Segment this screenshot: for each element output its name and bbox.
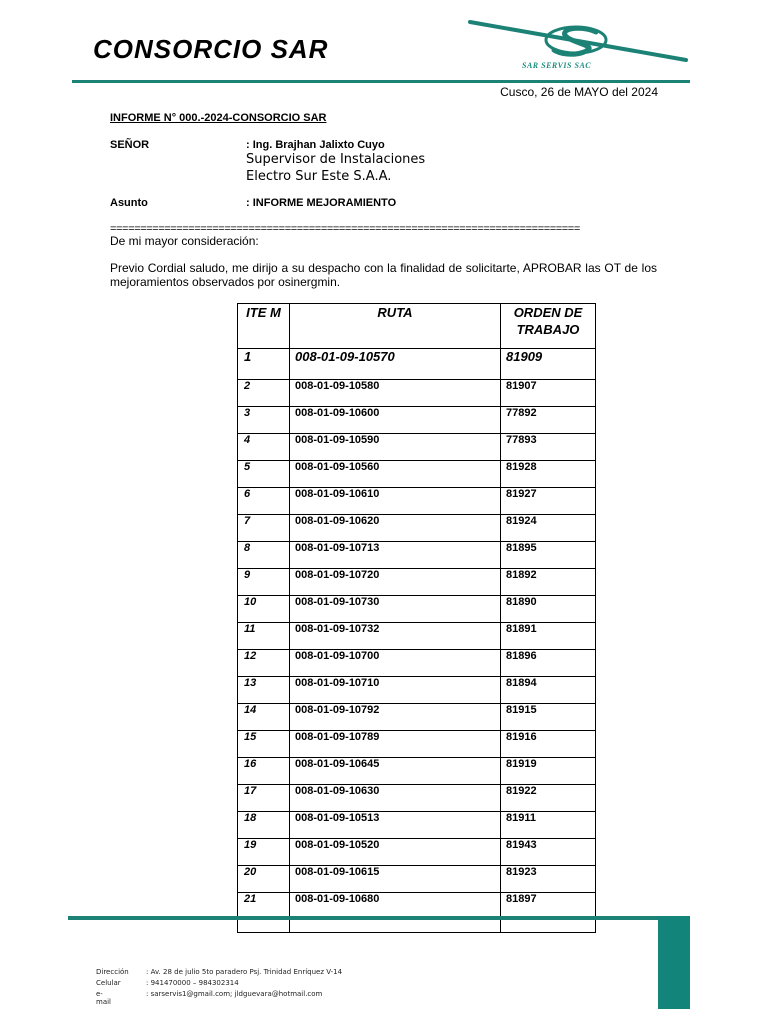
header-divider: [72, 80, 690, 83]
cell-orden: 81907: [501, 380, 596, 407]
cell-ruta: 008-01-09-10700: [290, 650, 501, 677]
table-row: [238, 677, 596, 704]
cell-item: 3: [238, 407, 290, 434]
cell-orden: 81924: [501, 515, 596, 542]
table-row-empty: [238, 920, 596, 933]
cell-item: 8: [238, 542, 290, 569]
cell-orden: 81919: [501, 758, 596, 785]
table-row: [238, 704, 596, 731]
cell-item: 14: [238, 704, 290, 731]
cell-ruta: 008-01-09-10615: [290, 866, 501, 893]
cell-orden: 81891: [501, 623, 596, 650]
cell-ruta: 008-01-09-10513: [290, 812, 501, 839]
table-row: [238, 461, 596, 488]
cell-ruta: 008-01-09-10590: [290, 434, 501, 461]
empty-cell: [501, 920, 596, 933]
logo-caption: SAR SERVIS SAC: [522, 61, 592, 70]
cell-orden: 81895: [501, 542, 596, 569]
salutation: De mi mayor consideración:: [110, 234, 259, 248]
cell-ruta: 008-01-09-10710: [290, 677, 501, 704]
email-value: : sarservis1@gmail.com; jldguevara@hotmail.com: [146, 990, 323, 998]
cell-orden: 81894: [501, 677, 596, 704]
cell-item: 7: [238, 515, 290, 542]
table-row: [238, 515, 596, 542]
direccion-value: : Av. 28 de julio 5to paradero Psj. Trinidad Enríquez V-14: [146, 968, 343, 976]
cell-item: 21: [238, 893, 290, 920]
cell-orden: 81928: [501, 461, 596, 488]
cell-orden: 81896: [501, 650, 596, 677]
cell-orden: 77892: [501, 407, 596, 434]
table-row: [238, 407, 596, 434]
work-order-table: [237, 303, 596, 933]
table-row: [238, 380, 596, 407]
cell-orden: 81890: [501, 596, 596, 623]
empty-cell: [238, 920, 290, 933]
cell-item: 5: [238, 461, 290, 488]
cell-ruta: 008-01-09-10580: [290, 380, 501, 407]
cell-item: 6: [238, 488, 290, 515]
document-date: Cusco, 26 de MAYO del 2024: [500, 85, 658, 99]
cell-orden: 81897: [501, 893, 596, 920]
cell-ruta: 008-01-09-10792: [290, 704, 501, 731]
cell-ruta: 008-01-09-10720: [290, 569, 501, 596]
cell-orden: 81916: [501, 731, 596, 758]
cell-ruta: 008-01-09-10789: [290, 731, 501, 758]
table-row: [238, 542, 596, 569]
table-header-row: [238, 304, 596, 349]
cell-ruta: 008-01-09-10600: [290, 407, 501, 434]
cell-ruta: 008-01-09-10680: [290, 893, 501, 920]
cell-ruta: 008-01-09-10630: [290, 785, 501, 812]
header-ruta: RUTA: [290, 304, 501, 349]
cell-item: 13: [238, 677, 290, 704]
cell-orden: 81922: [501, 785, 596, 812]
table-row: [238, 623, 596, 650]
cell-orden: 81892: [501, 569, 596, 596]
table-row: [238, 349, 596, 380]
table-row: [238, 650, 596, 677]
document-title: INFORME N° 000.-2024-CONSORCIO SAR: [110, 112, 327, 124]
body-paragraph: Previo Cordial saludo, me dirijo a su despacho con la finalidad de solicitarte, APROBAR las OT de los mejoramientos observados por osinergmin.: [110, 261, 657, 289]
footer-accent-block: [658, 916, 690, 1009]
cell-item: 10: [238, 596, 290, 623]
cell-ruta: 008-01-09-10645: [290, 758, 501, 785]
cell-ruta: 008-01-09-10520: [290, 839, 501, 866]
direccion-label: Dirección: [96, 968, 129, 976]
cell-item: 12: [238, 650, 290, 677]
cell-orden: 81909: [501, 349, 596, 380]
cell-item: 15: [238, 731, 290, 758]
cell-item: 9: [238, 569, 290, 596]
cell-ruta: 008-01-09-10610: [290, 488, 501, 515]
brand-title: CONSORCIO SAR: [93, 34, 329, 64]
celular-label: Celular: [96, 979, 121, 987]
subject-label: Asunto: [110, 197, 148, 209]
cell-orden: 77893: [501, 434, 596, 461]
celular-value: : 941470000 – 984302314: [146, 979, 239, 987]
cell-ruta: 008-01-09-10620: [290, 515, 501, 542]
cell-orden: 81943: [501, 839, 596, 866]
table-row: [238, 812, 596, 839]
cell-item: 1: [238, 349, 290, 380]
table-row: [238, 785, 596, 812]
recipient-company: Electro Sur Este S.A.A.: [246, 169, 392, 184]
cell-item: 11: [238, 623, 290, 650]
cell-orden: 81927: [501, 488, 596, 515]
table-row: [238, 488, 596, 515]
table-row: [238, 569, 596, 596]
cell-orden: 81923: [501, 866, 596, 893]
table-row: [238, 731, 596, 758]
cell-item: 19: [238, 839, 290, 866]
recipient-name: : Ing. Brajhan Jalixto Cuyo: [246, 139, 385, 151]
recipient-label: SEÑOR: [110, 139, 150, 151]
cell-item: 17: [238, 785, 290, 812]
subject-value: : INFORME MEJORAMIENTO: [246, 197, 397, 209]
table-row: [238, 866, 596, 893]
cell-orden: 81915: [501, 704, 596, 731]
cell-ruta: 008-01-09-10732: [290, 623, 501, 650]
footer-divider: [68, 916, 658, 920]
cell-ruta: 008-01-09-10570: [290, 349, 501, 380]
header-orden: ORDEN DE TRABAJO: [501, 304, 596, 349]
recipient-position: Supervisor de Instalaciones: [246, 152, 426, 167]
table-row: [238, 434, 596, 461]
cell-orden: 81911: [501, 812, 596, 839]
cell-item: 2: [238, 380, 290, 407]
cell-item: 18: [238, 812, 290, 839]
table-row: [238, 758, 596, 785]
email-label: e-mail: [96, 990, 111, 1006]
cell-item: 4: [238, 434, 290, 461]
cell-item: 20: [238, 866, 290, 893]
cell-item: 16: [238, 758, 290, 785]
cell-ruta: 008-01-09-10713: [290, 542, 501, 569]
separator-line: ==============================================================================: [110, 223, 580, 235]
table-row: [238, 839, 596, 866]
cell-ruta: 008-01-09-10560: [290, 461, 501, 488]
header-item: ITE M: [238, 304, 290, 349]
empty-cell: [290, 920, 501, 933]
table-row: [238, 596, 596, 623]
cell-ruta: 008-01-09-10730: [290, 596, 501, 623]
